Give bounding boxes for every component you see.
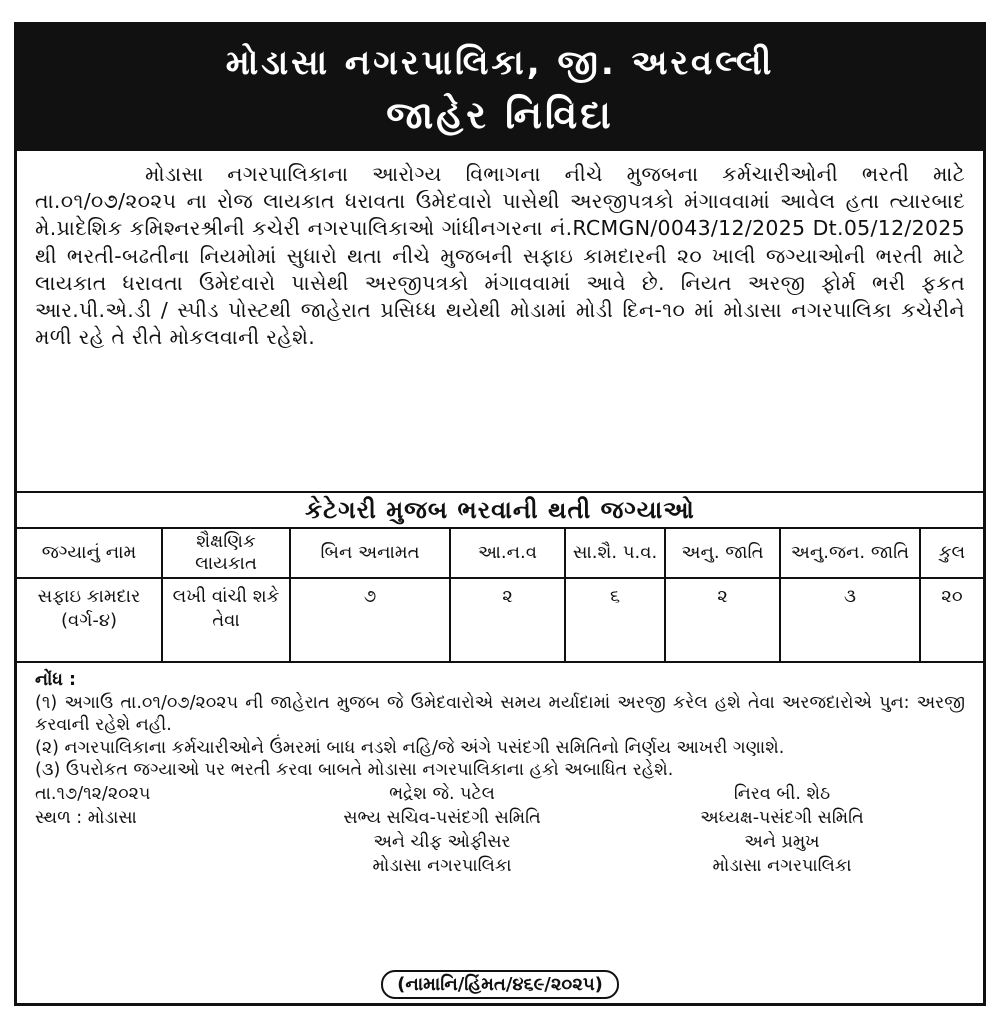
notice-reference: (નામાનિ/હિંમત/૪૬૯/૨૦૨૫) bbox=[381, 970, 619, 999]
note-item: (૨) નગરપાલિકાના કર્મચારીઓને ઉંમરમાં બાધ નડશે નહિ/જે અંગે પસંદગી સમિતિનો નિર્ણય આખરી ગણાશે. bbox=[35, 737, 785, 758]
col-header-sebc: સા.શૈ. પ.વ. bbox=[565, 529, 665, 578]
signatory-role: અને ચીફ ઓફીસર bbox=[373, 831, 511, 852]
col-header-qualification: શૈક્ષણિક લાયકાત bbox=[162, 529, 290, 578]
signatory-role: અધ્યક્ષ-પસંદગી સમિતિ bbox=[700, 807, 864, 828]
notice-subtitle: જાહેર નિવિદા bbox=[386, 93, 614, 137]
public-notice bbox=[14, 22, 986, 1006]
vacancy-table bbox=[17, 529, 983, 663]
signatory-role: અને પ્રમુખ bbox=[744, 831, 820, 852]
cell-ews: ૨ bbox=[450, 578, 565, 662]
cell-unreserved: ૭ bbox=[290, 578, 450, 662]
cell-sebc: ૬ bbox=[565, 578, 665, 662]
signatory-chairman bbox=[627, 782, 937, 878]
notice-header bbox=[17, 25, 983, 151]
notice-place: સ્થળ : મોડાસા bbox=[35, 807, 137, 828]
signatory-office: મોડાસા નગરપાલિકા bbox=[372, 855, 512, 876]
notice-date: તા.૧૭/૧૨/૨૦૨૫ bbox=[35, 783, 151, 804]
notes-title: નોંધ : bbox=[35, 670, 77, 690]
cell-qualification: લખી વાંચી શકે તેવા bbox=[162, 578, 290, 662]
col-header-unreserved: બિન અનામત bbox=[290, 529, 450, 578]
table-header-row bbox=[17, 529, 983, 578]
col-header-ews: આ.ન.વ bbox=[450, 529, 565, 578]
col-header-st: અનુ.જન. જાતિ bbox=[780, 529, 920, 578]
table-title: કેટેગરી મુજબ ભરવાની થતી જગ્યાઓ bbox=[17, 491, 983, 529]
notice-body: મોડાસા નગરપાલિકાના આરોગ્ય વિભાગના નીચે મુજબના કર્મચારીઓની ભરતી માટે તા.૦૧/૦૭/૨૦૨૫ ના રોજ લાયકાત ધરાવતા ઉમેદવારો પાસેથી અરજીપત્રકો મંગાવવામાં આવેલ હતા ત્યારબાદ મે.પ્રાદેશિક કમિશ્નરશ્રીની કચેરી નગરપાલિકાઓ ગાંધીનગરના નં.RCMGN/0043/12/2025 Dt.05/12/2025 થી ભરતી-બઢતીના નિયમોમાં સુધારો થતા નીચે મુજબની સફાઇ કામદારની ૨૦ ખાલી જગ્યાઓની ભરતી માટે લાયકાત ધરાવતા ઉમેદવારો પાસેથી અરજીપત્રકો મંગાવવામાં આવે છે. નિયત અરજી ફોર્મ ભરી ફકત આર.પી.એ.ડી / સ્પીડ પોસ્ટથી જાહેરાત પ્રસિધ્ધ થયેથી મોડામાં મોડી દિન-૧૦ માં મોડાસા નગરપાલિકા કચેરીને મળી રહે તે રીતે મોકલવાની રહેશે. bbox=[35, 162, 965, 350]
notice-title: મોડાસા નગરપાલિકા, જી. અરવલ્લી bbox=[225, 43, 775, 83]
signatory-secretary bbox=[277, 782, 607, 878]
col-header-post-name: જગ્યાનું નામ bbox=[17, 529, 162, 578]
note-item: (૩) ઉપરોકત જગ્યાઓ પર ભરતી કરવા બાબતે મોડાસા નગરપાલિકાના હકો અબાધિત રહેશે. bbox=[35, 760, 674, 780]
notes-section bbox=[17, 663, 983, 782]
signatory-name: ભદ્રેશ જે. પટેલ bbox=[389, 783, 495, 804]
cell-st: ૩ bbox=[780, 578, 920, 662]
cell-sc: ૨ bbox=[665, 578, 780, 662]
cell-total: ૨૦ bbox=[920, 578, 983, 662]
notice-footer bbox=[17, 970, 983, 999]
table-row bbox=[17, 578, 983, 662]
signatory-office: મોડાસા નગરપાલિકા bbox=[712, 855, 852, 876]
date-place bbox=[35, 782, 150, 830]
col-header-total: કુલ bbox=[920, 529, 983, 578]
note-item: (૧) અગાઉ તા.૦૧/૦૭/૨૦૨૫ ની જાહેરાત મુજબ જે ઉમેદવારોએ સમય મર્યાદામાં અરજી કરેલ હશે તેવા અરજદારોએ પુન: અરજી કરવાની રહેશે નહી. bbox=[35, 692, 965, 735]
signatory-name: નિરવ બી. શેઠ bbox=[733, 783, 831, 804]
signatory-role: સભ્ય સચિવ-પસંદગી સમિતિ bbox=[343, 807, 541, 828]
signature-block bbox=[17, 782, 983, 902]
col-header-sc: અનુ. જાતિ bbox=[665, 529, 780, 578]
cell-post-name: સફાઇ કામદાર (વર્ગ-૪) bbox=[17, 578, 162, 662]
